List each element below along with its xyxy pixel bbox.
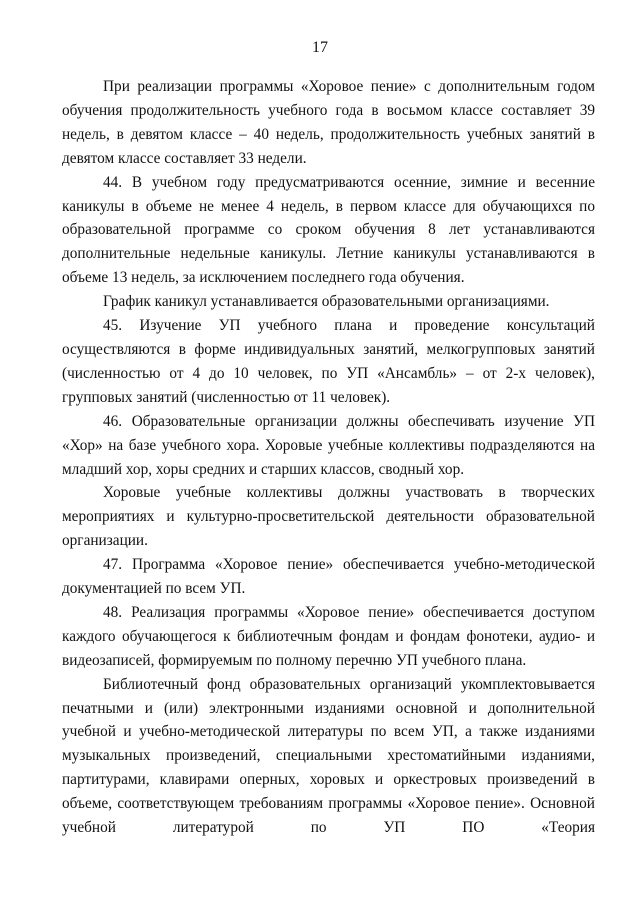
paragraph-duration-note: При реализации программы «Хоровое пение» с дополнительным годом обучения продолжительность учебного года в восьмом классе составляет 39 недель, в девятом классе – 40 недель, продолжительность учебных занятий в девятом классе составляет 33 недели. xyxy=(62,78,595,167)
paragraph-48-library-access: 48. Реализация программы «Хоровое пение» обеспечивается доступом каждого обучающегося к библиотечным фондам и фондам фонотеки, аудио- и видеозаписей, формируемым по полному перечню УП учебного плана. xyxy=(62,603,595,669)
paragraph-45-study-forms: 45. Изучение УП учебного плана и проведение консультаций осуществляются в форме индивидуальных занятий, мелкогрупповых занятий (численностью от 4 до 10 человек, по УП «Ансамбль» – от 2-х человек), групповых занятий (численностью от 11 человек). xyxy=(62,317,595,406)
paragraph-choir-participation: Хоровые учебные коллективы должны участвовать в творческих мероприятиях и культурно-просветительской деятельности образовательной организации. xyxy=(62,484,595,550)
paragraph-46-choir: 46. Образовательные организации должны обеспечивать изучение УП «Хор» на базе учебного хора. Хоровые учебные коллективы подразделяются на младший хор, хоры средних и старших классов, сводный хор. xyxy=(62,412,595,478)
paragraph-44-holidays: 44. В учебном году предусматриваются осенние, зимние и весенние каникулы в объеме не менее 4 недель, в первом классе для обучающихся по образовательной программе со сроком обучения 8 лет устанавливаются дополнительные недельные каникулы. Летние каникулы устанавливаются в объеме 13 недель, за исключением последнего года обучения. xyxy=(62,173,595,287)
paragraph-47-documentation: 47. Программа «Хоровое пение» обеспечивается учебно-методической документацией по всем УП. xyxy=(62,556,595,598)
document-body xyxy=(62,75,595,840)
paragraph-library-fund: Библиотечный фонд образовательных организаций укомплектовывается печатными и (или) электронными изданиями основной и дополнительной учебной и учебно-методической литературы по всем УП, а также изданиями музыкальных произведений, специальными хрестоматийными изданиями, партитурами, клавирами оперных, хоровых и оркестровых произведений в объеме, соответствующем требованиям программы «Хоровое пение». Основной учебной литературой по УП ПО «Теория xyxy=(62,675,595,837)
paragraph-holiday-schedule: График каникул устанавливается образовательными организациями. xyxy=(103,293,550,311)
page-number: 17 xyxy=(312,39,328,56)
